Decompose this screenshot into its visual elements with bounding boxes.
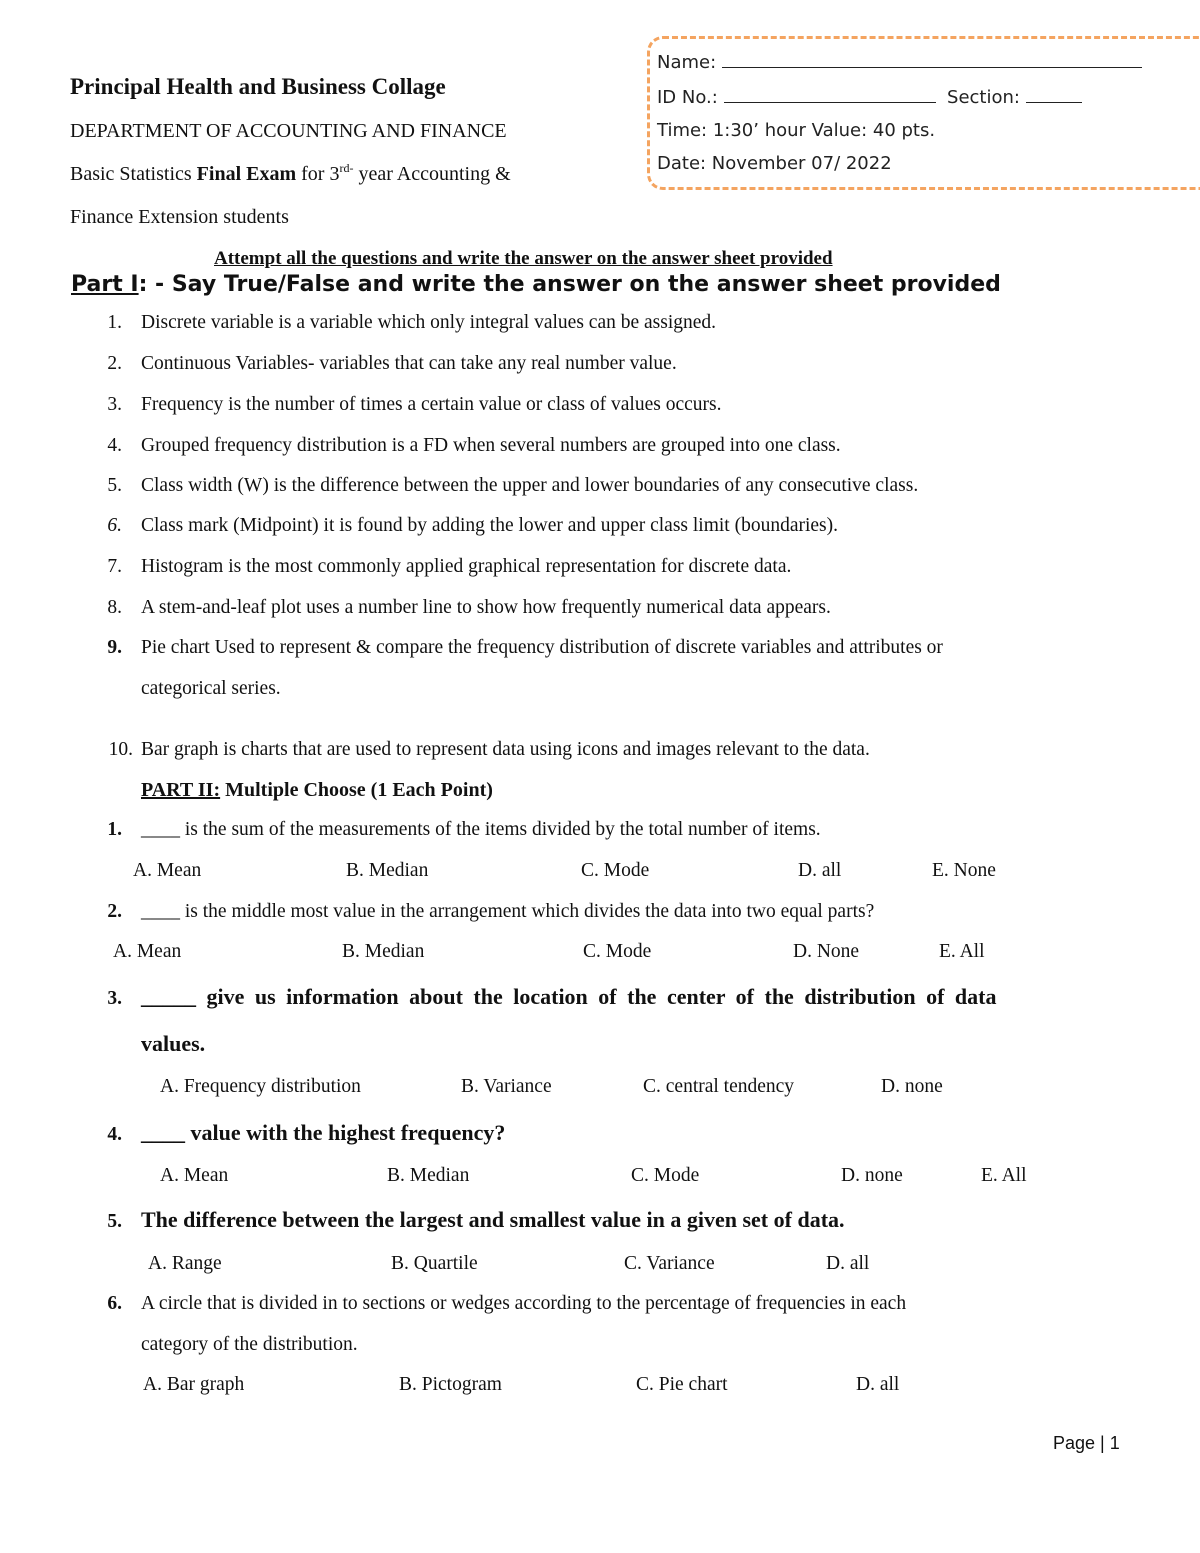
mc-option: E. None: [932, 860, 996, 881]
mc-question-text: ____ is the sum of the measurements of the items divided by the total number of items.: [141, 819, 821, 840]
mc-option: D. None: [793, 941, 860, 962]
mc-option: B. Median: [387, 1165, 470, 1186]
part2-heading: PART II: Multiple Choose (1 Each Point): [141, 779, 493, 801]
mc-option: E. All: [939, 941, 985, 962]
mc-option: B. Pictogram: [399, 1374, 502, 1395]
mc-question-number: 6.: [107, 1293, 122, 1314]
mc-option: A. Mean: [133, 860, 202, 881]
time-value: Time: 1:30’ hour Value: 40 pts.: [657, 120, 936, 141]
name-field[interactable]: Name:: [657, 51, 1142, 73]
mc-question-text-continued: values.: [141, 1031, 206, 1056]
mc-question-text: _____ give us information about the location of the center of the distribution of data: [141, 984, 997, 1009]
mc-option: B. Variance: [461, 1076, 552, 1097]
tf-question-text: Continuous Variables- variables that can take any real number value.: [141, 353, 677, 374]
mc-question-number: 5.: [107, 1211, 122, 1232]
college-name: Principal Health and Business Collage: [70, 74, 446, 99]
tf-question-number: 5.: [107, 475, 122, 496]
tf-question-number: 3.: [107, 394, 122, 415]
course-line-1: Basic Statistics Final Exam for $3^{rd-}$ year Accounting &: [70, 161, 511, 185]
mc-question-number: 2.: [107, 901, 122, 922]
tf-question-number: 9.: [107, 637, 122, 658]
page-number: Page | 1: [1053, 1433, 1120, 1453]
mc-option: B. Median: [342, 941, 425, 962]
mc-question-number: 4.: [107, 1124, 122, 1145]
tf-question-text: Class width (W) is the difference between the upper and lower boundaries of any consecutive class.: [141, 475, 919, 496]
tf-question-text: Discrete variable is a variable which only integral values can be assigned.: [141, 312, 717, 333]
tf-question-text: A stem-and-leaf plot uses a number line to show how frequently numerical data appears.: [141, 597, 831, 618]
tf-question-number: 10.: [108, 739, 133, 760]
mc-option: C. Mode: [583, 941, 652, 962]
mc-question-text: ____ is the middle most value in the arrangement which divides the data into two equal parts?: [141, 901, 875, 922]
mc-question-text: ____ value with the highest frequency?: [141, 1120, 506, 1145]
tf-question-number: 2.: [107, 353, 122, 374]
tf-question-number: 1.: [107, 312, 122, 333]
mc-question-text-continued: category of the distribution.: [141, 1334, 358, 1355]
mc-option: D. all: [856, 1374, 900, 1395]
exam-date: Date: November 07/ 2022: [657, 153, 892, 174]
department-name: DEPARTMENT OF ACCOUNTING AND FINANCE: [70, 120, 507, 142]
tf-question-number: 4.: [107, 435, 122, 456]
tf-question-text: Grouped frequency distribution is a FD when several numbers are grouped into one class.: [141, 435, 841, 456]
tf-question-number: 8.: [107, 597, 122, 618]
tf-question-text-continued: categorical series.: [141, 678, 281, 699]
mc-option: E. All: [981, 1165, 1027, 1186]
tf-question-text: Class mark (Midpoint) it is found by adding the lower and upper class limit (boundaries).: [141, 515, 839, 536]
mc-question-text: The difference between the largest and smallest value in a given set of data.: [141, 1207, 845, 1232]
mc-option: D. all: [826, 1253, 870, 1274]
mc-option: A. Frequency distribution: [160, 1076, 361, 1097]
mc-question-number: 1.: [107, 819, 122, 840]
course-line-2: Finance Extension students: [70, 206, 289, 228]
mc-option: C. Mode: [581, 860, 650, 881]
part1-heading: Part I: - Say True/False and write the answer on the answer sheet provided: [71, 272, 1001, 297]
mc-option: C. Pie chart: [636, 1374, 728, 1395]
mc-option: B. Quartile: [391, 1253, 478, 1274]
mc-option: C. central tendency: [643, 1076, 795, 1097]
mc-option: A. Mean: [113, 941, 182, 962]
mc-option: A. Bar graph: [143, 1374, 245, 1395]
id-field[interactable]: ID No.: Section:: [657, 86, 1082, 108]
mc-option: A. Mean: [160, 1165, 229, 1186]
mc-option: D. all: [798, 860, 842, 881]
mc-question-number: 3.: [107, 988, 122, 1009]
mc-option: A. Range: [148, 1253, 222, 1274]
mc-option: C. Mode: [631, 1165, 700, 1186]
tf-question-text: Bar graph is charts that are used to represent data using icons and images relevant to the data.: [141, 739, 870, 760]
mc-question-text: A circle that is divided in to sections or wedges according to the percentage of frequencies in each: [141, 1293, 907, 1314]
general-instruction: Attempt all the questions and write the answer on the answer sheet provided: [214, 248, 833, 269]
mc-option: D. none: [841, 1165, 903, 1186]
mc-option: D. none: [881, 1076, 943, 1097]
tf-question-number: 6.: [107, 515, 122, 536]
mc-option: C. Variance: [624, 1253, 715, 1274]
tf-question-number: 7.: [107, 556, 122, 577]
mc-option: B. Median: [346, 860, 429, 881]
tf-question-text: Frequency is the number of times a certain value or class of values occurs.: [141, 394, 722, 415]
tf-question-text: Histogram is the most commonly applied graphical representation for discrete data.: [141, 556, 792, 577]
tf-question-text: Pie chart Used to represent & compare the frequency distribution of discrete variables and attributes or: [141, 637, 943, 658]
